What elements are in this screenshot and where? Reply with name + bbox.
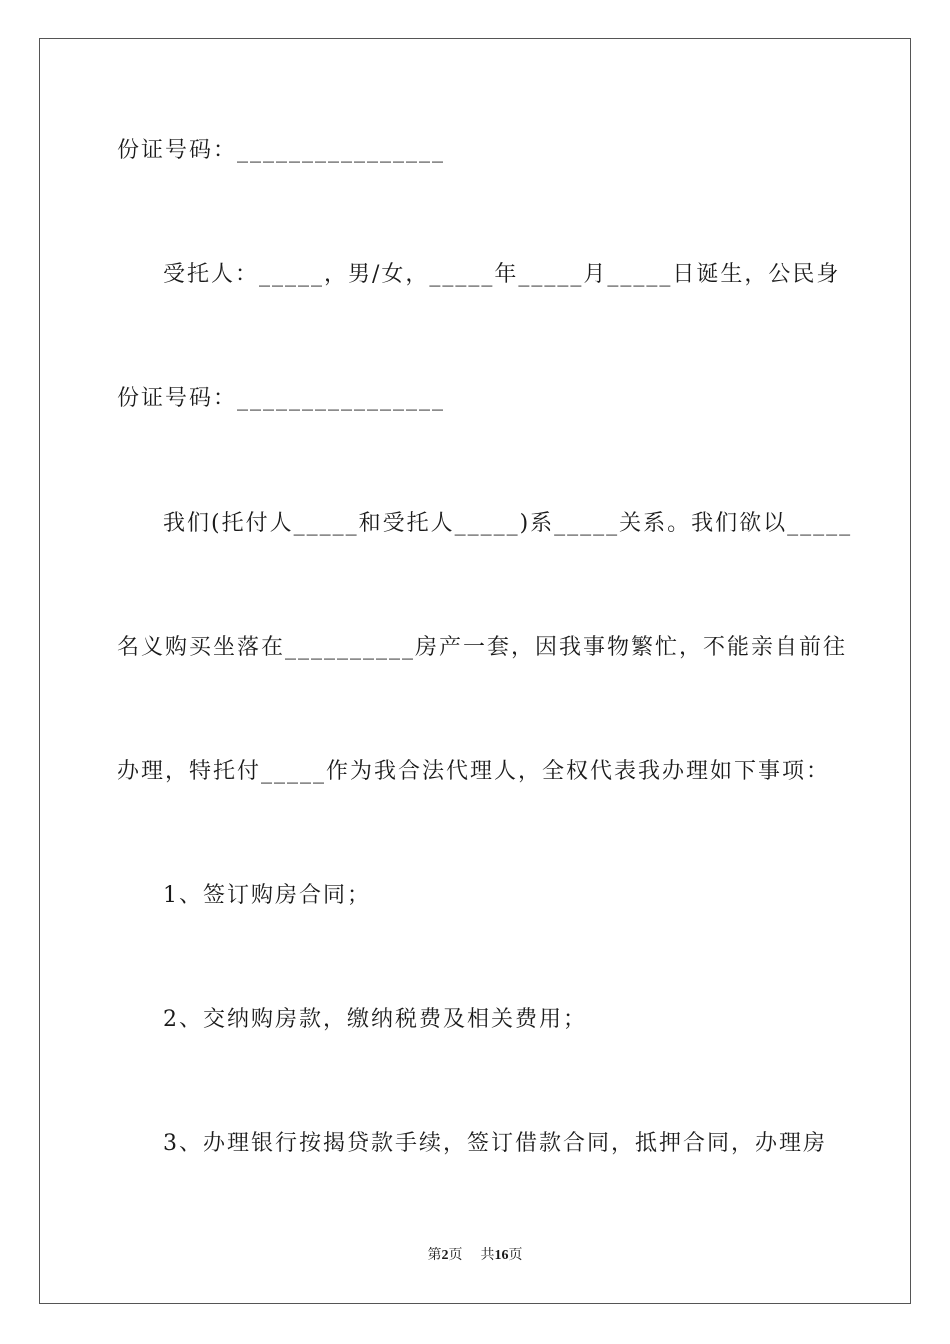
footer-page-prefix: 第: [427, 1248, 442, 1263]
document-line-4: 我们(托付人_____和受托人_____)系_____关系。我们欲以_____: [163, 511, 853, 536]
footer-total-pages: 16: [494, 1248, 509, 1263]
page-footer: [0, 1246, 950, 1266]
document-line-5: 名义购买坐落在__________房产一套，因我事物繁忙，不能亲自前往: [117, 635, 848, 660]
footer-total-suffix: 页: [508, 1248, 523, 1263]
page-border: [39, 38, 911, 1304]
footer-page-number: 2: [441, 1248, 449, 1263]
footer-total-prefix: 共: [480, 1248, 495, 1263]
document-line-9: 3、办理银行按揭贷款手续，签订借款合同，抵押合同，办理房: [163, 1131, 827, 1156]
document-line-2: 受托人：_____，男/女，_____年_____月_____日诞生，公民身: [163, 262, 841, 287]
footer-page-suffix: 页: [448, 1248, 463, 1263]
document-line-1: 份证号码：________________: [117, 138, 446, 163]
document-line-7: 1、签订购房合同；: [163, 883, 371, 908]
document-line-3: 份证号码：________________: [117, 386, 446, 411]
document-line-6: 办理，特托付_____作为我合法代理人，全权代表我办理如下事项：: [117, 759, 831, 784]
document-line-8: 2、交纳购房款，缴纳税费及相关费用；: [163, 1007, 587, 1032]
